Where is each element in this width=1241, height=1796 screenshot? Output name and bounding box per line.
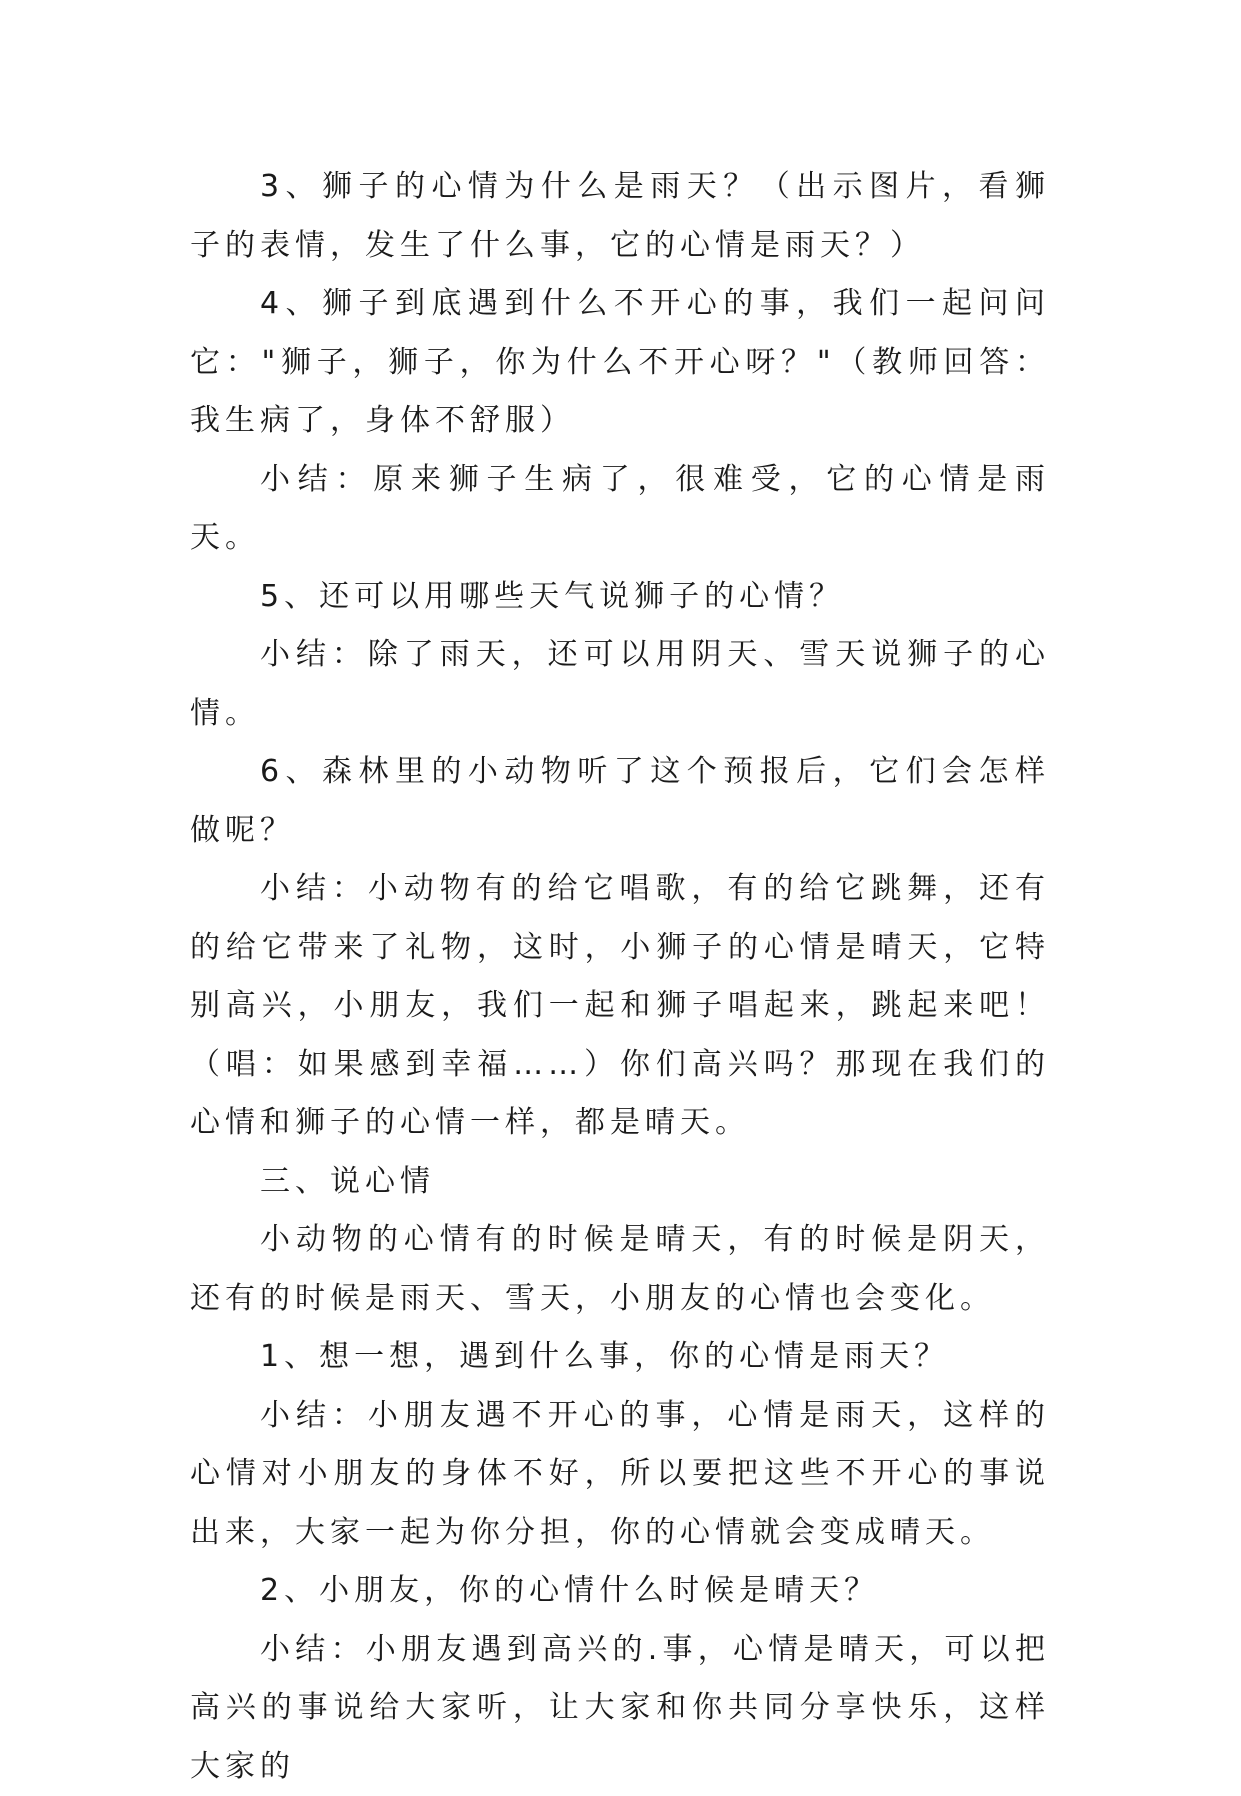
- paragraph-question-2: 2、小朋友，你的心情什么时候是晴天？: [190, 1562, 1050, 1621]
- paragraph-question-4: 4、狮子到底遇到什么不开心的事，我们一起问问它："狮子，狮子，你为什么不开心呀？"（教师回答：我生病了，身体不舒服）: [190, 275, 1050, 451]
- document-page: [190, 158, 1050, 1796]
- paragraph-summary-lion-sick: 小结：原来狮子生病了，很难受，它的心情是雨天。: [190, 451, 1050, 568]
- paragraph-mood-intro: 小动物的心情有的时候是晴天，有的时候是阴天，还有的时候是雨天、雪天，小朋友的心情也会变化。: [190, 1211, 1050, 1328]
- paragraph-summary-rainy: 小结：小朋友遇不开心的事，心情是雨天，这样的心情对小朋友的身体不好，所以要把这些不开心的事说出来，大家一起为你分担，你的心情就会变成晴天。: [190, 1387, 1050, 1563]
- paragraph-question-5: 5、还可以用哪些天气说狮子的心情？: [190, 568, 1050, 627]
- paragraph-question-6: 6、森林里的小动物听了这个预报后，它们会怎样做呢？: [190, 743, 1050, 860]
- paragraph-summary-animals: 小结：小动物有的给它唱歌，有的给它跳舞，还有的给它带来了礼物，这时，小狮子的心情是晴天，它特别高兴，小朋友，我们一起和狮子唱起来，跳起来吧！（唱：如果感到幸福……）你们高兴吗？那现在我们的心情和狮子的心情一样，都是晴天。: [190, 860, 1050, 1153]
- paragraph-think-1: 1、想一想，遇到什么事，你的心情是雨天？: [190, 1328, 1050, 1387]
- paragraph-summary-other-weather: 小结：除了雨天，还可以用阴天、雪天说狮子的心情。: [190, 626, 1050, 743]
- paragraph-question-3: 3、狮子的心情为什么是雨天？（出示图片，看狮子的表情，发生了什么事，它的心情是雨天？）: [190, 158, 1050, 275]
- section-heading-three: 三、说心情: [190, 1153, 1050, 1212]
- paragraph-summary-sunny: 小结：小朋友遇到高兴的.事，心情是晴天，可以把高兴的事说给大家听，让大家和你共同分享快乐，这样大家的: [190, 1621, 1050, 1796]
